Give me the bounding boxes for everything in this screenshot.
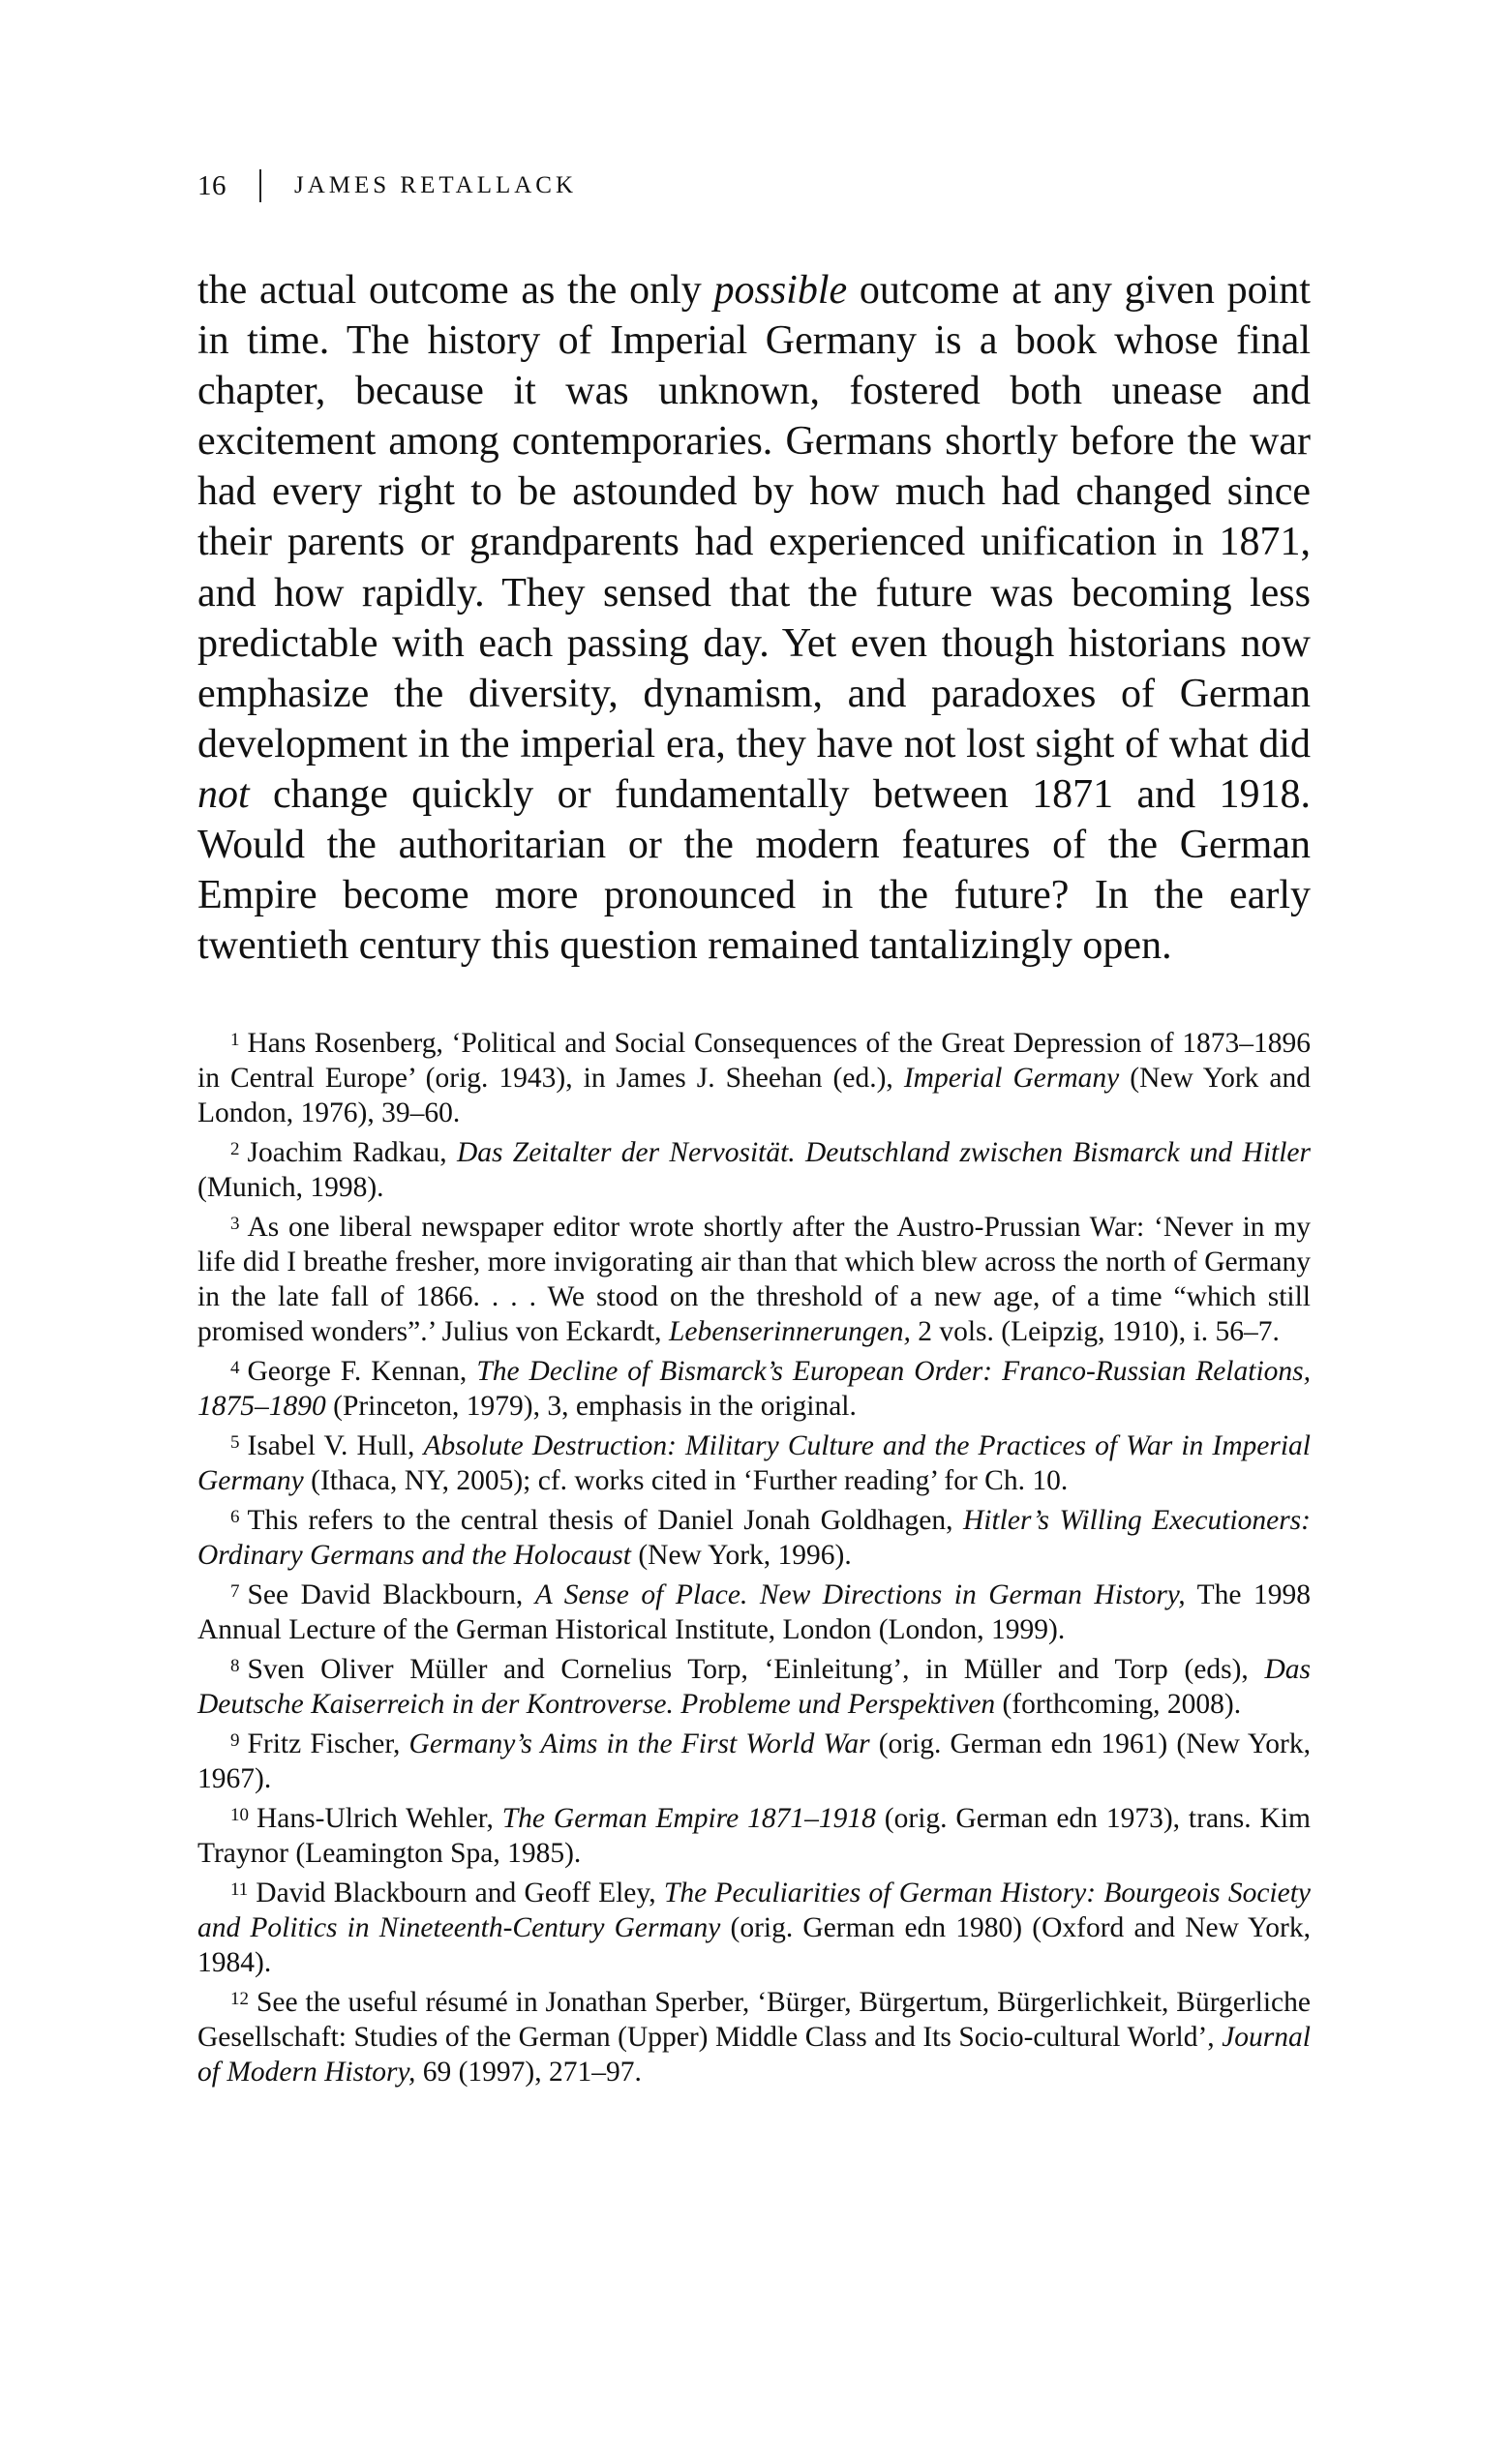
endnote-text: (Ithaca, NY, 2005); cf. works cited in ‘Further reading’ for Ch. 10. xyxy=(303,1465,1069,1497)
body-paragraph xyxy=(197,265,1311,971)
endnote xyxy=(197,1649,1311,1722)
endnote-text: See the useful résumé in Jonathan Sperber, ‘Bürger, Bürgertum, Bürgerlichkeit, Bürgerliche Gesellschaft: Studies of the German (Upper) Middle Class and Its Socio-cultural World’, xyxy=(197,1987,1311,2054)
endnote-text: David Blackbourn and Geoff Eley, xyxy=(256,1878,664,1909)
endnote-title: Lebenserinnerungen, xyxy=(668,1316,911,1348)
endnote-number: 8 xyxy=(230,1656,240,1677)
body-emphasis: possible xyxy=(713,268,848,313)
endnote-title: The Decline of Bismarck’s European Order: Franco-Russian Relations, 1875–1890 xyxy=(197,1356,1312,1423)
endnote-text: Sven Oliver Müller and Cornelius Torp, ‘Einleitung’, in Müller and Torp (eds), xyxy=(247,1654,1265,1686)
endnote-text: (New York and London, 1976), 39–60. xyxy=(197,1063,1312,1129)
endnote-text: (New York, 1996). xyxy=(630,1540,852,1572)
endnote-text: See David Blackbourn, xyxy=(247,1579,535,1611)
endnote xyxy=(197,1982,1311,2089)
endnote-title: Germany’s Aims in the First World War xyxy=(408,1728,870,1760)
endnote-title: Das Deutsche Kaiserreich in der Kontroverse. Probleme und Perspektiven xyxy=(197,1654,1311,1721)
endnote xyxy=(197,1207,1311,1349)
endnote-number: 11 xyxy=(230,1879,249,1901)
endnote-text: This refers to the central thesis of Daniel Jonah Goldhagen, xyxy=(247,1505,963,1537)
endnotes xyxy=(197,1023,1311,2089)
body-text-run: outcome at any given point in time. The history of Imperial Germany is a book whose final chapter, because it was unknown, fostered both unease and excitement among contemporaries. Germans shortly before the war had every right to be astounded by how much had changed since their parents or grandparents had experienced unification in 1871, and how rapidly. They sensed that the future was becoming less predictable with each passing day. Yet even though historians now emphasize the diversity, dynamism, and paradoxes of German development in the imperial era, they have not lost sight of what did xyxy=(197,268,1311,766)
endnote-number: 9 xyxy=(230,1730,240,1752)
endnote xyxy=(197,1023,1311,1130)
body-text-run: the actual outcome as the only xyxy=(197,268,714,313)
endnote xyxy=(197,1500,1311,1573)
endnote xyxy=(197,1724,1311,1796)
endnote-text: (orig. German edn 1973), trans. Kim Traynor (Leamington Spa, 1985). xyxy=(197,1803,1312,1870)
endnote xyxy=(197,1351,1311,1424)
endnote xyxy=(197,1873,1311,1980)
endnote-number: 3 xyxy=(230,1214,240,1235)
endnote xyxy=(197,1575,1311,1647)
endnote-text: Joachim Radkau, xyxy=(247,1137,457,1169)
endnote-number: 10 xyxy=(230,1805,249,1826)
header-divider xyxy=(259,169,261,202)
running-head xyxy=(197,166,1311,205)
endnote-title: Das Zeitalter der Nervosität. Deutschland zwischen Bismarck und Hitler xyxy=(456,1137,1311,1169)
endnote-text: (orig. German edn 1961) (New York, 1967). xyxy=(197,1728,1311,1795)
endnote-text: (forthcoming, 2008). xyxy=(995,1689,1242,1721)
page-number: 16 xyxy=(197,170,226,201)
endnote-text: As one liberal newspaper editor wrote shortly after the Austro-Prussian War: ‘Never in my life did I breathe fresher, more invigorating air than that which blew across the north of Germany in the late fall of 1866. . . . We stood on the threshold of a new age, of a time “which still promised wonders”.’ Julius von Eckardt, xyxy=(197,1212,1311,1348)
endnote-number: 12 xyxy=(230,1989,249,2010)
endnote-text: (orig. German edn 1980) (Oxford and New York, 1984). xyxy=(197,1912,1312,1979)
endnote-text: Fritz Fischer, xyxy=(247,1728,409,1760)
book-page xyxy=(197,166,1311,2091)
endnote-title: The Peculiarities of German History: Bourgeois Society and Politics in Nineteenth-Century Germany xyxy=(197,1878,1311,1944)
endnote xyxy=(197,1132,1311,1205)
endnote-title: Hitler’s Willing Executioners: Ordinary Germans and the Holocaust xyxy=(197,1505,1311,1572)
endnote-title: The German Empire 1871–1918 xyxy=(501,1803,876,1835)
body-emphasis: not xyxy=(197,771,250,817)
endnote-text: Hans Rosenberg, ‘Political and Social Consequences of the Great Depression of 1873–1896 in Central Europe’ (orig. 1943), in James J. Sheehan (ed.), xyxy=(197,1028,1311,1095)
endnote-number: 2 xyxy=(230,1139,240,1160)
endnote-text: The 1998 Annual Lecture of the German Historical Institute, London (London, 1999). xyxy=(197,1579,1311,1646)
endnote-text: 2 vols. (Leipzig, 1910), i. 56–7. xyxy=(910,1316,1280,1348)
endnote-text: George F. Kennan, xyxy=(247,1356,477,1388)
endnote-text: (Princeton, 1979), 3, emphasis in the original. xyxy=(325,1391,857,1423)
endnote-number: 5 xyxy=(230,1432,240,1454)
endnote-text: (Munich, 1998). xyxy=(197,1172,384,1204)
endnote-title: A Sense of Place. New Directions in German History, xyxy=(534,1579,1186,1611)
body-text-run: change quickly or fundamentally between 1871 and 1918. Would the authoritarian or the modern features of the German Empire become more pronounced in the future? In the early twentieth century this question remained tantalizingly open. xyxy=(197,771,1311,969)
endnote-text: Isabel V. Hull, xyxy=(247,1430,424,1462)
endnote-title: Journal of Modern History, xyxy=(197,2022,1311,2088)
endnote-text: 69 (1997), 271–97. xyxy=(415,2057,642,2088)
running-head-author: JAMES RETALLACK xyxy=(294,172,578,198)
endnote xyxy=(197,1426,1311,1498)
endnote-number: 6 xyxy=(230,1507,240,1528)
endnote-text: Hans-Ulrich Wehler, xyxy=(257,1803,502,1835)
endnote-number: 7 xyxy=(230,1581,240,1603)
endnote-title: Absolute Destruction: Military Culture and the Practices of War in Imperial Germany xyxy=(197,1430,1311,1497)
endnote-number: 4 xyxy=(230,1358,240,1379)
endnote-number: 1 xyxy=(230,1030,240,1051)
endnote xyxy=(197,1798,1311,1871)
endnote-title: Imperial Germany xyxy=(903,1063,1120,1095)
